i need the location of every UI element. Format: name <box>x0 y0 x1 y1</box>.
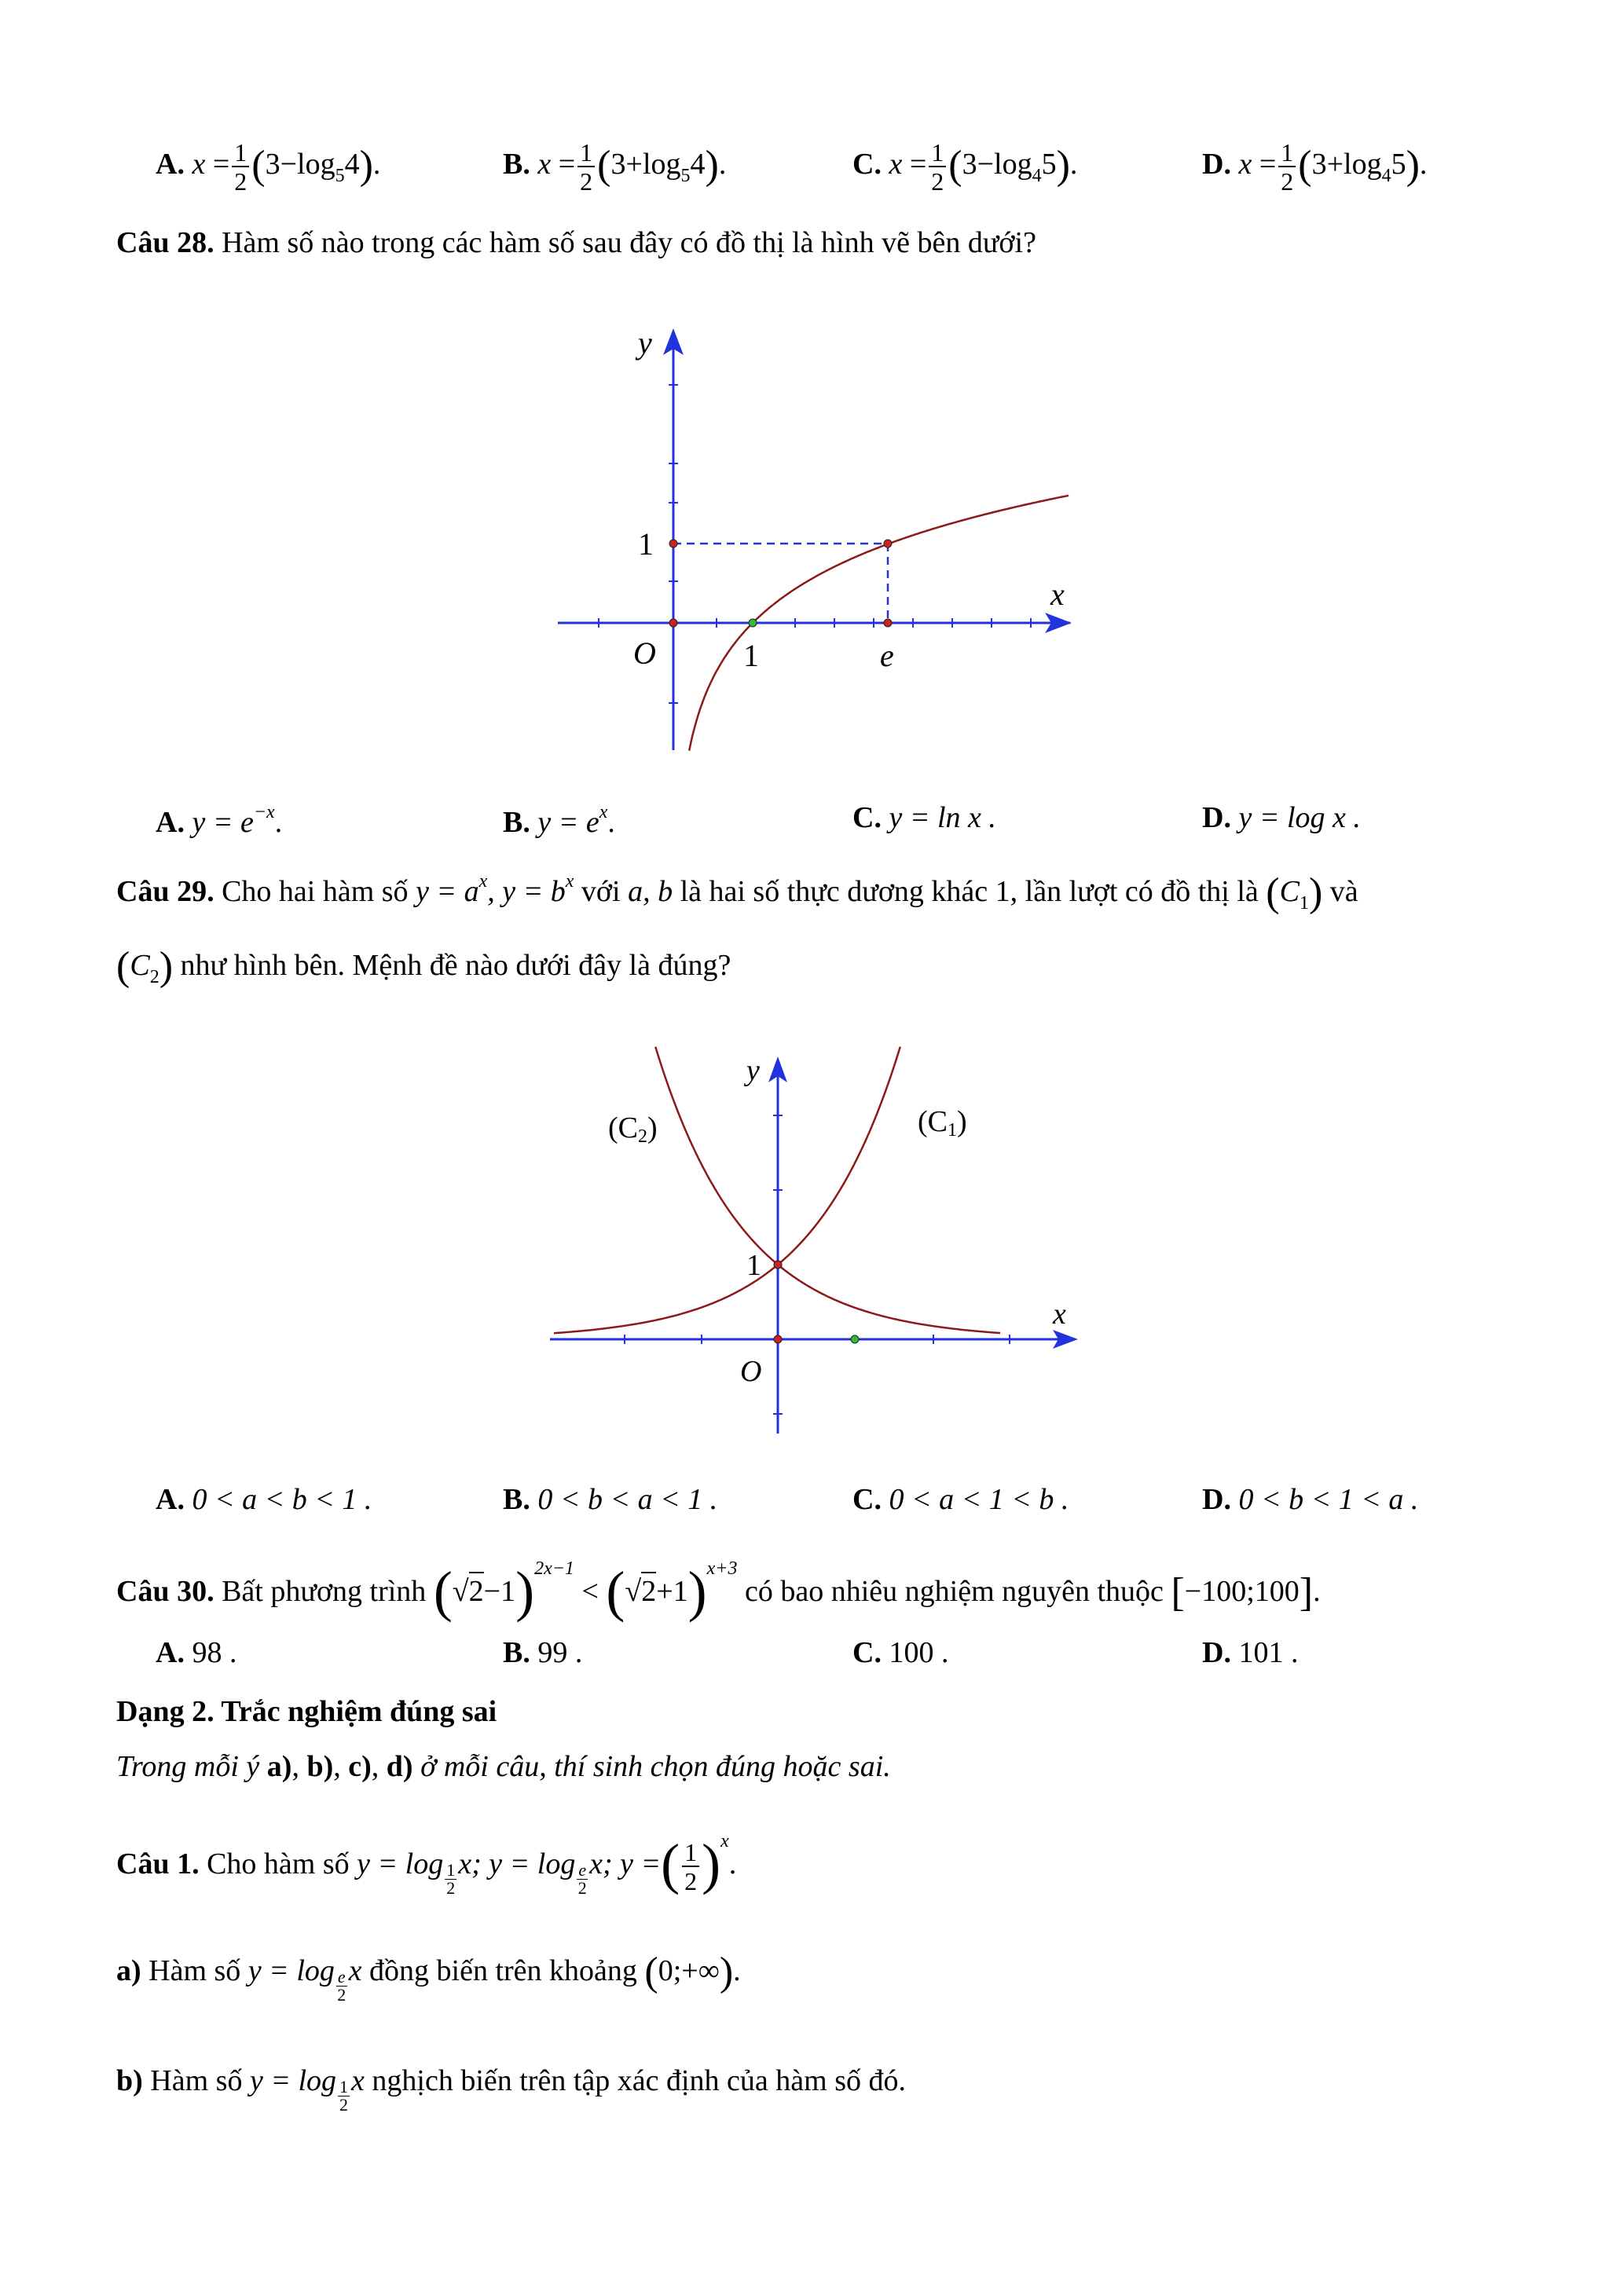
option-label: D. <box>1202 1483 1231 1516</box>
c1-curve <box>554 1047 900 1334</box>
option-label: A. <box>156 806 185 839</box>
section-instructions: Trong mỗi ý a), b), c), d) ở mỗi câu, thí sinh chọn đúng hoặc sai. <box>116 1750 891 1783</box>
q27-option-d[interactable]: D. x = $\frac{1}{2}$ $(3+\log_45)$. <box>1202 138 1428 196</box>
tick-label-e: e <box>880 638 894 673</box>
c1-statement-a[interactable]: a) Hàm số y = log $\frac{e}{2}$ x đồng biến trên khoảng (0;+∞). <box>116 1950 741 2005</box>
question-text: Hàm số nào trong các hàm số sau đây có đồ thị là hình vẽ bên dưới? <box>222 226 1036 259</box>
point-one-y <box>669 540 677 547</box>
c2-curve-label: (C2) <box>608 1111 658 1147</box>
q28-stem <box>116 228 1036 258</box>
point-green <box>851 1335 859 1343</box>
option-label: A. <box>156 1636 185 1669</box>
origin-label: O <box>740 1355 762 1388</box>
option-label: D. <box>1202 801 1231 834</box>
c1-curve-label: (C1) <box>918 1105 967 1141</box>
x-label: x <box>1050 577 1065 612</box>
question-label: Câu 30. <box>116 1575 214 1608</box>
q29-option-a[interactable]: A. 0 < a < b < 1 . <box>156 1483 372 1516</box>
q29-option-b[interactable]: B. 0 < b < a < 1 . <box>503 1483 718 1516</box>
q30-stem: Câu 30. Bất phương trình $(√2-1)^{2x-1} < (√2+1)^{x+3}$ có bao nhiêu nghiệm nguyên thuộc [−100;100]. <box>116 1558 1321 1623</box>
q27-option-a[interactable]: A. x = $\frac{1}{2}$ $(3-\log_54)$. <box>156 138 381 196</box>
tick-label-x1: 1 <box>743 638 759 673</box>
option-label: C. <box>852 1483 882 1516</box>
option-label: C. <box>852 148 882 181</box>
x-label: x <box>1053 1298 1066 1331</box>
option-label: C. <box>852 1636 882 1669</box>
section-title: Dạng 2. Trắc nghiệm đúng sai <box>116 1695 497 1728</box>
point-origin <box>669 619 677 627</box>
q30-option-c[interactable]: C. 100 . <box>852 1636 949 1669</box>
tick-label-y1: 1 <box>638 526 654 562</box>
c1-statement-b[interactable]: b) Hàm số y = log $\frac{1}{2}$ x nghịch biến trên tập xác định của hàm số đó. <box>116 2064 906 2115</box>
q29-stem-line1: Câu 29. Cho hai hàm số $y = a^x$, $y = b^x$ với a, b là hai số thực dương khác 1, lần lượt có đồ thị là $(C_1)$ và <box>116 870 1358 915</box>
option-label: B. <box>503 1636 530 1669</box>
q30-option-d[interactable]: D. 101 . <box>1202 1636 1299 1669</box>
option-label: B. <box>503 148 530 181</box>
q28-option-b[interactable]: B. $y = e^x$. <box>503 802 615 839</box>
c1-stem: Câu 1. Cho hàm số y = log $\frac{1}{2}$ x; y = log $\frac{e}{2}$ x; y =( $\frac{1}{2}$ )$^x$. <box>116 1831 737 1898</box>
point-origin <box>774 1335 782 1343</box>
option-label: D. <box>1202 148 1231 181</box>
question-label: Câu 29. <box>116 875 214 908</box>
q27-option-c[interactable]: C. x = $\frac{1}{2}$ $(3-\log_45)$. <box>852 138 1078 196</box>
q27-option-b[interactable]: B. x = $\frac{1}{2}$ $(3+\log_54)$. <box>503 138 727 196</box>
q28-graph <box>550 310 1084 758</box>
q29-graph <box>542 1037 1092 1445</box>
point-one-x <box>749 619 757 627</box>
option-label: A. <box>156 148 185 181</box>
option-label: A. <box>156 1483 185 1516</box>
point-intersection <box>774 1261 782 1269</box>
option-label: D. <box>1202 1636 1231 1669</box>
q28-option-a[interactable]: A. $y = e^{-x}$. <box>156 802 283 839</box>
question-label: Câu 28. <box>116 226 214 259</box>
option-label: B. <box>503 1483 530 1516</box>
point-e-axis <box>884 619 892 627</box>
q29-option-d[interactable]: D. 0 < b < 1 < a . <box>1202 1483 1419 1516</box>
origin-label: O <box>633 635 656 671</box>
q28-option-d[interactable]: D. y = log x . <box>1202 801 1361 834</box>
one-label: 1 <box>746 1249 761 1282</box>
q29-stem-line2: $(C_2)$ như hình bên. Mệnh đề nào dưới đây là đúng? <box>116 944 731 989</box>
question-label: Câu 1. <box>116 1847 200 1880</box>
option-label: B. <box>503 806 530 839</box>
y-label: y <box>746 1054 760 1087</box>
q28-option-c[interactable]: C. y = ln x . <box>852 801 996 834</box>
option-label: C. <box>852 801 882 834</box>
q30-option-b[interactable]: B. 99 . <box>503 1636 583 1669</box>
q29-option-c[interactable]: C. 0 < a < 1 < b . <box>852 1483 1069 1516</box>
y-label: y <box>638 325 652 361</box>
point-e-curve <box>884 540 892 547</box>
q30-option-a[interactable]: A. 98 . <box>156 1636 237 1669</box>
c2-curve <box>655 1047 1000 1334</box>
